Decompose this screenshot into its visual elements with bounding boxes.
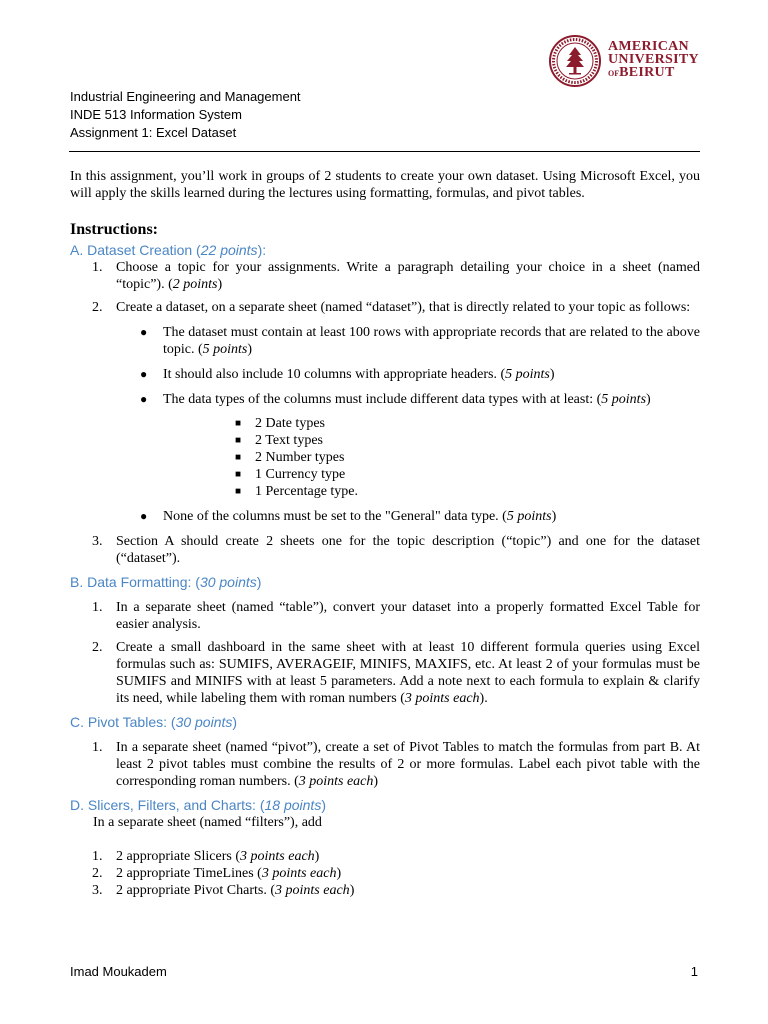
list-item: ■ 2 Number types <box>235 450 345 465</box>
requirements-list <box>116 324 700 525</box>
data-types-list <box>163 415 700 500</box>
logo-line-american: AMERICAN <box>608 39 689 54</box>
document-header <box>70 88 301 142</box>
header-assignment: Assignment 1: Excel Dataset <box>70 125 237 140</box>
list-item: 3. 2 appropriate Pivot Charts. (3 points each) <box>92 883 355 898</box>
list-item: ● It should also include 10 columns with appropriate headers. (5 points) <box>140 367 555 382</box>
section-a-list <box>70 259 700 567</box>
list-item: 1. In a separate sheet (named “pivot”), create a set of Pivot Tables to match the formulas from part B. At least 2 pivot tables must combine the results of 2 or more formulas. Label each pivot table with the corresponding roman numbers. (3 points each) <box>92 740 700 789</box>
list-item: 1. In a separate sheet (named “table”), convert your dataset into a properly formatted Excel Table for easier analysis. <box>92 600 700 632</box>
list-item: ● The dataset must contain at least 100 rows with appropriate records that are related to the above topic. (5 points) <box>140 325 700 357</box>
section-b-heading: B. Data Formatting: (30 points) <box>70 574 262 590</box>
header-course: INDE 513 Information System <box>70 107 242 122</box>
section-d-intro: In a separate sheet (named “filters”), add <box>93 815 322 830</box>
header-divider <box>69 151 700 152</box>
list-item: 1. Choose a topic for your assignments. Write a paragraph detailing your choice in a sheet (named “topic”). (2 points) <box>92 260 700 292</box>
footer-author: Imad Moukadem <box>70 964 167 979</box>
list-item: ● The data types of the columns must include different data types with at least: (5 points) ■ 2 Date types ■ 2 Text types ■ 2 Number types ■ 1 Currency type ■ 1 Percentage type. <box>116 391 700 500</box>
list-item: ■ 1 Percentage type. <box>235 484 359 499</box>
section-c-heading: C. Pivot Tables: (30 points) <box>70 714 238 730</box>
instructions-heading: Instructions: <box>70 221 159 238</box>
aub-wordmark <box>608 40 699 80</box>
list-item: 2. 2 appropriate TimeLines (3 points each) <box>92 866 342 881</box>
logo-line-beirut <box>608 66 699 80</box>
page-number: 1 <box>690 964 698 979</box>
header-dept: Industrial Engineering and Management <box>70 89 301 104</box>
section-a-heading: A. Dataset Creation (22 points): <box>70 242 267 258</box>
section-c-list <box>70 739 700 790</box>
list-item: 3. Section A should create 2 sheets one for the topic description (“topic”) and one for the dataset (“dataset”). <box>92 534 700 566</box>
document-body <box>70 168 700 899</box>
logo-beirut: BEIRUT <box>619 65 675 80</box>
list-item: 2. Create a small dashboard in the same sheet with at least 10 different formula queries using Excel formulas such as: SUMIFS, AVERAGEIF, MINIFS, MAXIFS, etc. At least 2 of your formulas must be SUMIFS and MINIFS with at least 5 parameters. Add a note next to each formula to explain & clarify its need, while labeling them with roman numbers (3 points each). <box>92 640 700 706</box>
list-item: 2. Create a dataset, on a separate sheet (named “dataset”), that is directly related to your topic as follows: ● The dataset must contain at least 100 rows with appropriate records that are related to the above topic. (5 points) ● It should also include 10 columns with appropriate headers. (5 points) ● The data types of the columns must include different data types with at least: (5 points) ■ 2 Date types ■ 2 Text types ■ 2 Number types ■ 1 Currency type ■ 1 Percentage type. ● None of the columns must be set to the "General" data type. (5 points) <box>92 300 700 524</box>
list-item: ■ 1 Currency type <box>235 467 346 482</box>
list-item: ■ 2 Text types <box>235 433 323 448</box>
aub-seal-icon <box>548 34 602 88</box>
aub-logo <box>548 34 718 90</box>
page-footer <box>70 964 698 979</box>
intro-paragraph: In this assignment, you’ll work in groups of 2 students to create your own dataset. Using Microsoft Excel, you will apply the skills learned during the lectures using formatting, formulas, and pivot tables. <box>70 169 700 201</box>
logo-line-university: UNIVERSITY <box>608 52 699 67</box>
section-d-heading: D. Slicers, Filters, and Charts: (18 points) <box>70 797 326 813</box>
section-d-list <box>70 848 700 899</box>
list-item: ■ 2 Date types <box>235 416 325 431</box>
list-item: ● None of the columns must be set to the "General" data type. (5 points) <box>140 509 557 524</box>
list-item: 1. 2 appropriate Slicers (3 points each) <box>92 849 320 864</box>
logo-of: OF <box>608 69 620 78</box>
section-b-list <box>70 599 700 707</box>
